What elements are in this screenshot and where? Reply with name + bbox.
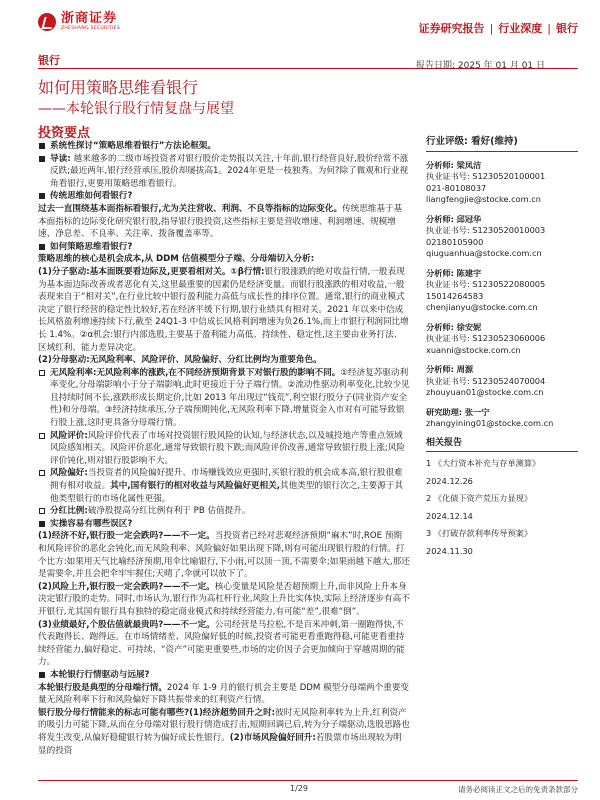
paragraph: (3)业绩最好,个股估值就最贵吗?——不一定。公司经营是马拉松,不是百米冲刺,第一圈跑得快,不代表跑得长、跑得远。在市场情绪差、风险偏好低的时候,投资者可能更看重跑得稳,可能更看重持续经营能力,偏好稳定、可持续、“资产”可能更重要些,市场的定价因子会更加倾向于穿越周期的能力。 [38,619,405,668]
related-report-item[interactable]: 3 《打破存款利率传导预案》 2024.11.30 [426,528,533,556]
section-bullet: 实操容易有哪些误区? [38,518,410,531]
section-bullet: 传统思维如何看银行? [38,190,410,203]
company-logo [38,12,120,31]
page-header [0,0,600,50]
paragraph: (1)经济不好,银行股一定会跌吗?——不一定。当投资者已经对悲观经济预期“麻木”时,ROE 预期和风险评价的恶化会钝化,而无风险利率、风险偏好如果出现下降,则有可能出现银行股的行情。打个比方:如果用天气比喻经济预期,用伞比喻银行,下小雨,可以顶一顶,不需要伞;如果雨越下越大,那还是需要伞,并且会把伞牢牢握住;天晴了,伞就可以放下了。 [38,531,410,580]
sector-label: 银行 [38,54,60,67]
analyst-card: 分析师: 周源 执业证书号: S1230524070004 zhouyuan01@stocke.com.cn [426,364,546,397]
section-bullet: 系统性探讨“策略思维看银行”方法论框架。 [38,140,410,153]
paragraph: 策略思维的核心是机会成本,从 DDM 估值模型分子端、分母端切入分析: [38,254,315,265]
analyst-card: 研究助理: 张一宁 zhangyining01@stocke.com.cn [426,406,554,428]
paragraph: 风险评价:风险评价代表了市场对投资银行股风险的认知,与经济状态,以及城投地产等重点领域风险感知相关。风险评价恶化,通常导致银行股下跌;而风险评价改善,通常导致银行股上涨;风险评价钝化,则对银行股影响不大。 [38,430,410,468]
report-date: 报告日期: 2025 年 01 月 01 日 [416,61,546,71]
report-category: 证券研究报告 | 行业深度 | 银行 [418,22,578,35]
paragraph: 无风险利率:无风险利率的涨跌,在不同经济预期背景下对银行股的影响不同。①经济复苏驱动利率变化,分母端影响小于分子端影响,此时更接近于分子端行情。②流动性驱动利率变化,比较少见且持续时间不长,涨跌形成长期定价,比如 2013 年出现过“钱荒”,利空银行股分子(同业资产安全性)和分母端。③经济持续承压,分子端预期钝化,无风险利率下降,增量资金入市对有可能导致银行股上涨,这时更具备分母端行情。 [38,367,410,430]
category-depth: 行业深度 [498,22,543,35]
analyst-card: 分析师: 徐安妮 执业证书号: S1230523060006 xuanni@stocke.com.cn [426,321,546,355]
logo-name: 浙商证券 [61,11,118,26]
section-bullet: 如何策略思维看银行? [38,241,410,254]
sidebar [426,136,578,557]
analyst-card: 分析师: 梁凤洁 执业证书号: S1230520100001 021-80108037 liangfengjie@stocke.com.cn [426,159,546,204]
paragraph: 风险偏好:当投资者的风险偏好提升、市场赚钱效应更强时,买银行股的机会成本高,银行股很难拥有相对收益。其中,国有银行的相对收益与风险偏好更相关,其他类型的银行次之,主要源于其他类型银行的市场化属性更强。 [38,467,410,505]
page-number: 1/29 [290,784,308,793]
main-content [38,140,410,757]
related-report-item[interactable]: 1 《大行资本补充与存单测算》 2024.12.26 [426,458,541,486]
analyst-card: 分析师: 邱冠华 执业证书号: S1230520010003 02180105900 qiuguanhua@stocke.com.cn [426,213,546,258]
footer-divider [38,780,578,781]
footer-disclaimer: 请务必阅读正文之后的免责条款部分 [458,785,578,794]
section-bullet: 本轮银行行情驱动与远展? [38,669,410,682]
paragraph: 分红比例:破净股提高分红比例有利于 PB 估值提升。 [38,505,410,518]
intro-paragraph: 导读: 越来越多的二级市场投资者对银行股价走势报以关注,十年前,银行经营良好,股价经常不涨反跌;最近两年,银行经营承压,股价却屡拔高1。2024年更是一枝独秀。为何?除了微观和行业视角看银行,更要用策略思维看银行。 [38,153,410,191]
report-title: 如何用策略思维看银行 [38,78,199,97]
related-reports-heading: 相关报告 [426,438,578,453]
paragraph: (2)风险上升,银行股一定会跌吗?——不一定。核心变量是风险是否超预期上升,而非风险上升本身决定银行股的走势。同时,市场认为,银行作为高杠杆行业,风险上升比实体快,实际上经济逐步有高不开银行,尤其国有银行具有独特的稳定商业模式和持续经营能力,有可能“差”,很难“倒”。 [38,581,410,617]
logo-icon [38,13,56,31]
paragraph: (1)分子驱动:基本面既要看边际及,更要看相对关。①β行情:银行股涨跌的绝对收益行情,一般表现为基本面边际改善或者恶化有关,这里最重要的因素仍是经济变量。而银行股涨跌的相对收益,一般表现来自于“相对关”,在行业比较中银行盈利能力高低与成长性的排序位置。通常,银行的商业模式决定了银行经营的稳定性比较好,若在经济平缓下行期,银行业绩具有相对关。2021 年以来中信成长风格盈利增速持续下行,截至 24Q1-3 中信成长风格利润增速为负26.1%,而上市银行利润同比增长 1.4%。②α机会:银行内部选股,主要基于盈利能力高低、持续性、稳定性,这主要由业务打法、区域红利、能力差异决定。 [38,266,409,353]
category-type: 证券研究报告 [418,22,485,35]
category-sector: 银行 [556,22,578,35]
investment-highlights-heading: 投资要点 [38,126,91,141]
analyst-card: 分析师: 陈建宇 执业证书号: S1230522080005 15014264583 chenjianyu@stocke.com.cn [426,267,546,312]
report-subtitle: ——本轮银行股行情复盘与展望 [38,101,234,117]
industry-rating: 行业评级: 看好(维持) [426,136,578,152]
paragraph: 本轮银行股是典型的分母端行情。2024 年 1-9 月的银行机会主要是 DDM 模型分母端两个重要变量无风险利率下行和风险偏好下降共振带来的红利资产行情。 [38,682,410,706]
related-report-item[interactable]: 2 《化债下资产荒压力显现》 2024.12.14 [426,493,533,521]
paragraph: 过去一直围绕基本面指标看银行,尤为关注营收、利润、不良等指标的边际变化。传统思维基于基本面指标的边际变化研究银行股,指导银行股投资,这些指标主要是营收增速、利润增速、规模增速、净息差、不良率、关注率、拨备覆盖率等。 [38,203,403,240]
paragraph: 银行股分母行情能来的标志可能有哪些?(1)经济超势回升之时:彼时无风险利率转为上升,红利资产的吸引力可能下降,从而在分母端对银行股行情造成打击,短期回调已后,转为分子端驱动,选股思路也将发生改变,从偏好稳健银行转为偏好成长性银行。(2)市场风险偏好回升:若股票市场出现较为明显的投资 [38,707,410,756]
paragraph: (2)分母驱动:无风险利率、风险评价、风险偏好、分红比例均为重要角色。 [38,355,322,366]
logo-english: ZHESHANG SECURITIES [61,26,120,31]
